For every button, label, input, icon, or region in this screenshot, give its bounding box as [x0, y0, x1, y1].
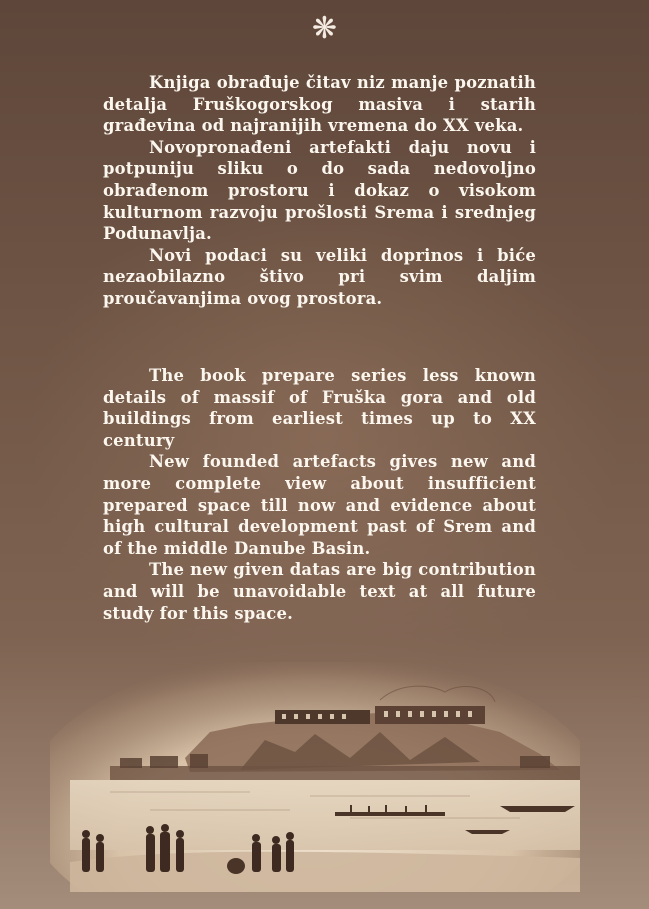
fortress-engraving-image: [50, 662, 580, 892]
serbian-paragraph-1: Knjiga obrađuje čitav niz manje poznatih detalja Fruškogorskog masiva i starih građevina od najranijih vremena do XX veka.: [103, 73, 536, 136]
fortress-left-building: [275, 710, 370, 724]
serbian-paragraph-3: Novi podaci su veliki doprinos i biće nezaobilazno štivo pri svim daljim proučavanjima ovog prostora.: [103, 245, 536, 308]
english-description: [103, 365, 536, 624]
serbian-description: [103, 72, 536, 310]
english-paragraph-1: The book prepare series less known details of massif of Fruška gora and old buildings from earliest times up to XX century: [103, 366, 536, 450]
serbian-paragraph-2: Novopronađeni artefakti daju novu i potpuniju sliku o do sada nedovoljno obrađenom prostoru i dokaz o visokom kulturnom razvoju prošlosti Srema i srednjeg Podunavlja.: [103, 137, 536, 244]
barrel: [227, 858, 245, 874]
river-wall: [110, 766, 580, 780]
english-paragraph-2: New founded artefacts gives new and more complete view about insufficient prepared space till now and evidence about high cultural development past of Srem and of the middle Danube Basin.: [103, 452, 536, 558]
english-paragraph-3: The new given datas are big contribution and will be unavoidable text at all future study for this space.: [103, 560, 536, 623]
boat-right: [500, 806, 575, 812]
flower-ornament-icon: ❋: [311, 11, 338, 46]
